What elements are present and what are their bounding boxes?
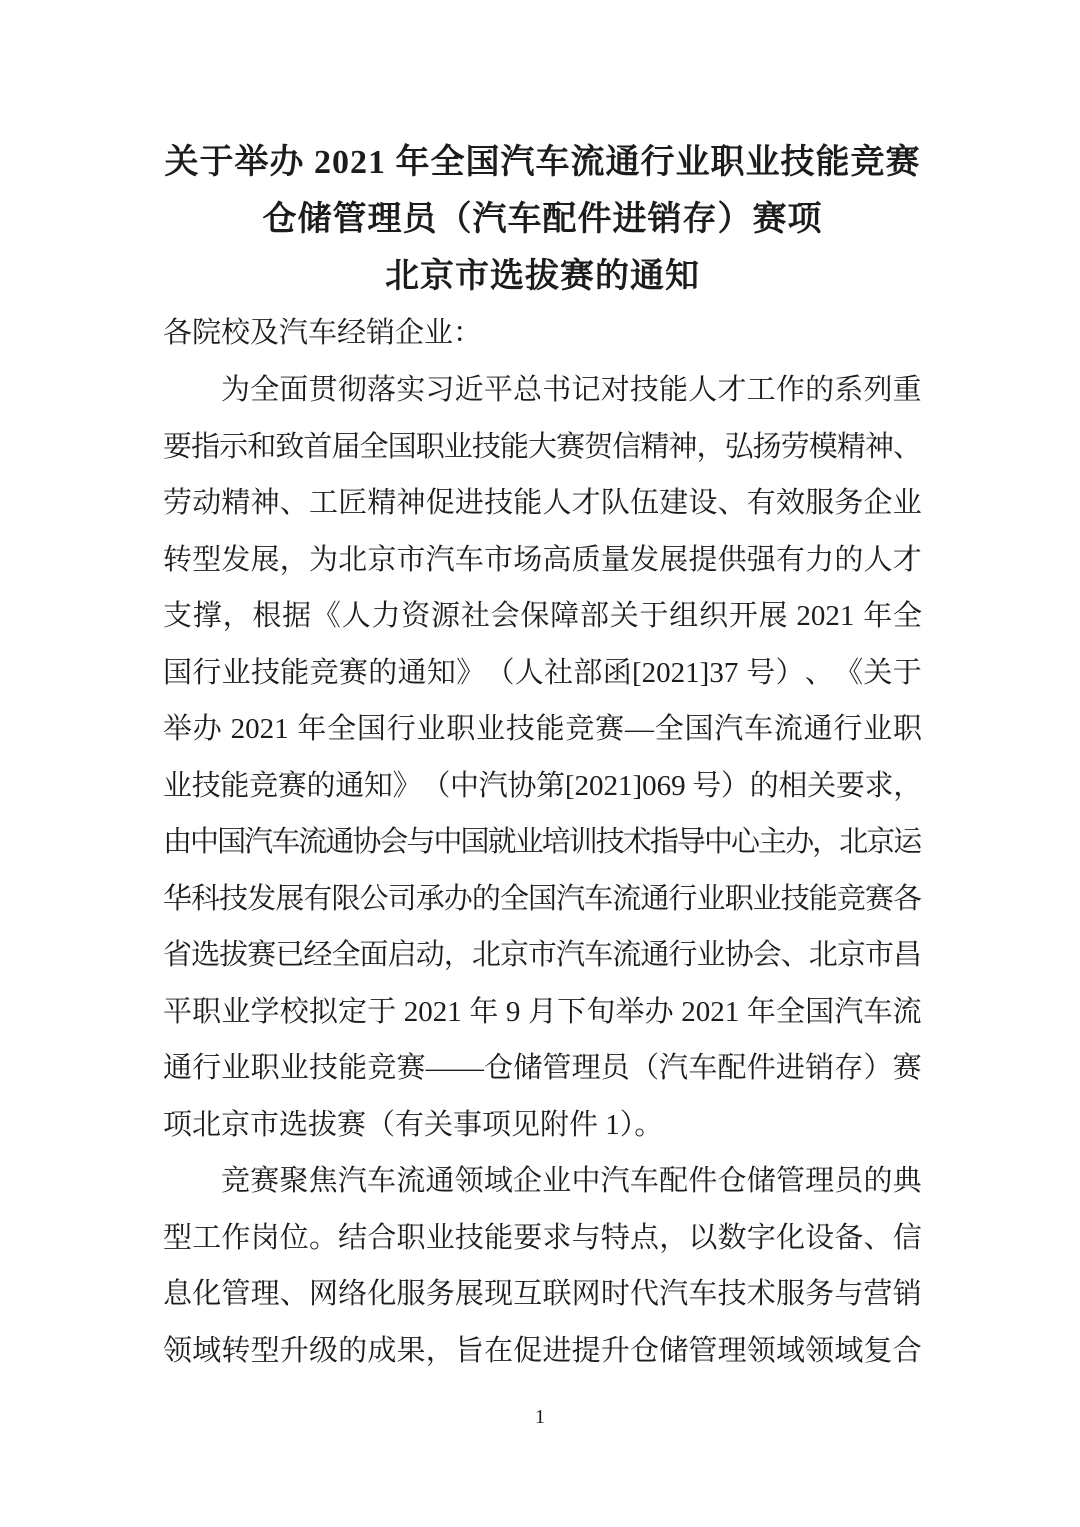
title-line-1: 关于举办 2021 年全国汽车流通行业职业技能竞赛 — [164, 144, 921, 181]
body-line: 业 技 能 竞 赛 的 通 知 》 （ 中 汽 协 第 [2021]069 号 ） 的 相 关 要 求 ， — [163, 769, 923, 802]
title-line-3: 北京市选拔赛的通知 — [385, 258, 700, 295]
body-line: 平 职 业 学 校 拟 定 于 2021 年 9 月 下 旬 举 办 2021 年 全 国 汽 车 流 — [163, 995, 922, 1028]
body-line: 项北京市选拔赛（有关事项见附件 1）。 — [163, 1108, 664, 1141]
body-line: 息 化 管 理 、 网 络 化 服 务 展 现 互 联 网 时 代 汽 车 技 术 服 务 与 营 销 — [163, 1278, 922, 1310]
body-line: 型 工 作 岗 位 。 结 合 职 业 技 能 要 求 与 特 点 ， 以 数 字 化 设 备 、 信 — [163, 1221, 922, 1254]
body-line: 支 撑 ， 根 据 《 人 力 资 源 社 会 保 障 部 关 于 组 织 开 展 2021 年 全 — [163, 600, 922, 632]
body-line: 举 办 2021 年 全 国 行 业 职 业 技 能 竞 赛 — 全 国 汽 车 流 通 行 业 职 — [163, 713, 922, 745]
body-line: 为 全 面 贯 彻 落 实 习 近 平 总 书 记 对 技 能 人 才 工 作 的 系 列 重 — [221, 374, 922, 406]
body-line: 通 行 业 职 业 技 能 竞 赛 — — 仓 储 管 理 员 （ 汽 车 配 件 进 销 存 ） 赛 — [163, 1052, 922, 1084]
body-line: 领 域 转 型 升 级 的 成 果 ， 旨 在 促 进 提 升 仓 储 管 理 领 域 领 域 复 合 — [163, 1334, 922, 1367]
body-line: 由 中 国 汽 车 流 通 协 会 与 中 国 就 业 培 训 技 术 指 导 中 心 主 办 ， 北 京 运 — [163, 826, 923, 858]
salutation: 各院校及汽车经销企业： — [163, 317, 483, 349]
body-line: 华 科 技 发 展 有 限 公 司 承 办 的 全 国 汽 车 流 通 行 业 职 业 技 能 竞 赛 各 — [163, 882, 923, 915]
document-body — [163, 362, 922, 1379]
body-line: 劳 动 精 神 、 工 匠 精 神 促 进 技 能 人 才 队 伍 建 设 、 有 效 服 务 企 业 — [163, 487, 922, 519]
title-line-2: 仓储管理员（汽车配件进销存）赛项 — [262, 201, 823, 238]
body-line: 要 指 示 和 致 首 届 全 国 职 业 技 能 大 赛 贺 信 精 神 ， 弘 扬 劳 模 精 神 、 — [163, 430, 923, 463]
page-number: 1 — [535, 1406, 545, 1428]
body-line: 国 行 业 技 能 竞 赛 的 通 知 》 （ 人 社 部 函 [2021]37 号 ） 、 《 关 于 — [163, 656, 922, 689]
body-line: 省 选 拔 赛 已 经 全 面 启 动 ， 北 京 市 汽 车 流 通 行 业 协 会 、 北 京 市 昌 — [163, 939, 923, 971]
body-line: 竞 赛 聚 焦 汽 车 流 通 领 域 企 业 中 汽 车 配 件 仓 储 管 理 员 的 典 — [221, 1165, 922, 1197]
body-line: 转 型 发 展 ， 为 北 京 市 汽 车 市 场 高 质 量 发 展 提 供 强 有 力 的 人 才 — [163, 543, 922, 576]
document-title — [163, 134, 922, 305]
